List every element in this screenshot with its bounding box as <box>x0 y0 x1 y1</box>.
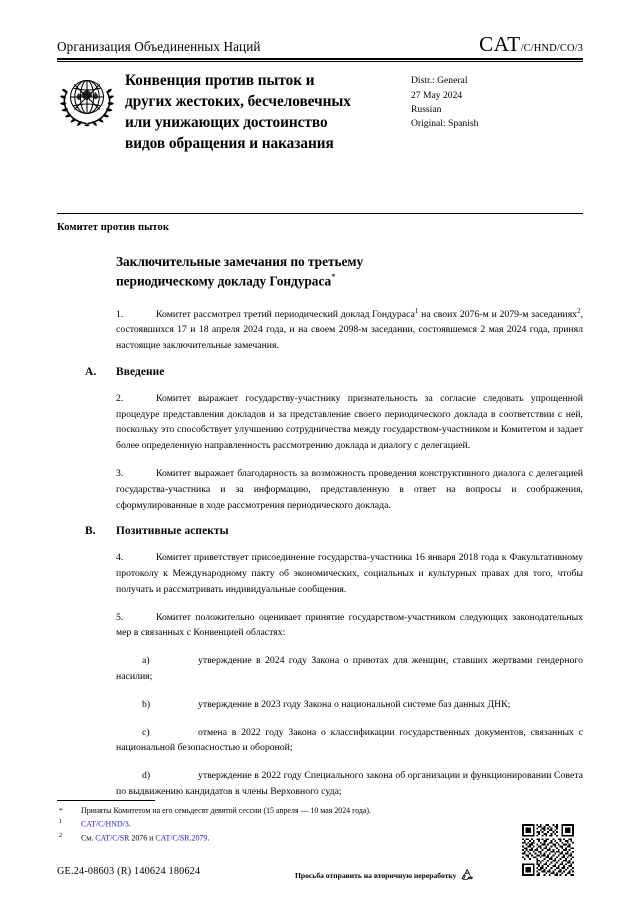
paragraph-number: 4. <box>116 552 124 564</box>
footnote-2 <box>57 831 527 845</box>
convention-title-line-4: видов обращения и наказания <box>125 134 334 152</box>
footnote-marker: 1 <box>59 818 63 826</box>
convention-title-line-1: Конвенция против пыток и <box>125 72 315 90</box>
paragraph-4 <box>116 550 583 597</box>
sub-item-letter: b) <box>142 698 151 710</box>
footnote-link-cat-c-sr-2076[interactable]: CAT/C/SR <box>95 833 130 843</box>
convention-title-line-2: других жестоких, бесчеловечных <box>125 93 351 111</box>
footnote-ref-1: 1 <box>414 306 419 315</box>
qr-code-image <box>522 824 574 876</box>
paragraph-text: Комитет положительно оценивает принятие государством-участником следующих законодательных мер в связанных с Конвенцией областях: <box>116 611 583 639</box>
organization-name: Организация Объединенных Наций <box>57 39 261 55</box>
paragraph-3 <box>116 466 583 513</box>
qr-code <box>522 824 574 881</box>
sub-item-text: утверждение в 2023 году Закона о национальной системе баз данных ДНК; <box>198 698 511 710</box>
footnote-marker: 2 <box>59 832 63 840</box>
convention-title <box>123 71 405 154</box>
masthead <box>57 34 583 155</box>
paragraph-text: Комитет выражает государству-участнику признательность за согласие следовать упрощенной процедуре представления докладов и за представление своего периодического доклада в соответствии с ней, поскольку это способствует улучшению сотрудничества между государством-участником и Комитетом и задает более определенную направленность рассмотрению доклада и диалогу с делегацией. <box>116 392 583 452</box>
footnote-marker: * <box>59 806 63 815</box>
sub-item-text: отмена в 2022 году Закона о классификации государственных документов, связанных с национальной безопасностью и обороной; <box>116 726 583 754</box>
committee-name: Комитет против пыток <box>57 222 170 233</box>
footnote-text: Приняты Комитетом на его семьдесят девятой сессии (15 апреля — 10 мая 2024 года). <box>81 806 371 815</box>
footnote-text: . <box>128 819 131 829</box>
paragraph-1 <box>116 307 583 354</box>
paragraph-text-b: на своих 2076-м и 2079-м заседаниях <box>418 308 578 320</box>
paragraph-5 <box>116 610 583 642</box>
masthead-top-row <box>57 34 583 57</box>
sub-item-letter: c) <box>142 726 150 738</box>
section-heading-a <box>85 366 583 378</box>
page-title-footnote-marker: * <box>331 272 336 283</box>
paragraph-number: 5. <box>116 611 124 623</box>
paragraph-text: Комитет приветствует присоединение государства-участника 16 января 2018 года к Факультативному протоколу к Международному пакту об экономических, социальных и культурных правах для того, чтобы получать и рассматривать индивидуальные сообщения. <box>116 552 583 595</box>
paragraph-number: 2. <box>116 392 124 404</box>
sub-item-text: утверждение в 2022 году Специального закона об организации и функционировании Совета по выдвижению кандидатов в члены Верховного суда; <box>116 770 583 797</box>
sub-item-d <box>116 768 583 800</box>
masthead-rule-thick <box>57 58 583 60</box>
masthead-bottom-rule <box>57 213 583 214</box>
section-title-a: Введение <box>116 365 165 378</box>
recycle-text: Просьба отправить на вторичную переработку <box>295 870 457 880</box>
masthead-body <box>57 71 583 154</box>
sub-item-letter: d) <box>142 770 151 782</box>
footnote-link-cat-c-sr-2079[interactable]: CAT/C/SR.2079 <box>155 833 208 843</box>
distribution-original: Original: Spanish <box>411 117 479 129</box>
footnote-ref-2: 2 <box>577 306 581 315</box>
page-title-line-1: Заключительные замечания по третьему <box>116 254 364 269</box>
sub-item-letter: a) <box>142 655 150 667</box>
page-title-line-2: периодическому докладу Гондураса <box>116 273 332 289</box>
document-symbol <box>479 34 583 55</box>
document-body <box>85 252 583 812</box>
section-letter-a: A. <box>85 365 97 378</box>
document-symbol-suffix: /C/HND/CO/3 <box>520 43 583 54</box>
footnote-mid-text: 2076 и <box>129 833 156 843</box>
footnotes <box>57 800 527 845</box>
section-title-b: Позитивные аспекты <box>116 525 229 538</box>
distribution-language: Russian <box>411 103 442 115</box>
recycle-notice <box>295 868 475 882</box>
paragraph-text: Комитет выражает благодарность за возможность проведения конструктивного диалога с делегацией государства-участника и за информацию, представленную в ответ на вопросы и соображения, сформулированные в ходе рассмотрения периодического доклада. <box>116 468 583 511</box>
footnote-separator <box>57 800 155 801</box>
footnote-1 <box>57 817 527 831</box>
footnote-text: . <box>207 833 210 843</box>
paragraph-text-a: Комитет рассмотрел третий периодический доклад Гондураса <box>156 308 415 320</box>
section-letter-b: B. <box>85 525 96 538</box>
sub-item-a <box>116 653 583 685</box>
distribution-block <box>405 71 583 131</box>
section-heading-b <box>85 525 583 537</box>
footnote-star <box>57 805 527 817</box>
footnote-prefix: См. <box>81 833 96 843</box>
distribution-date: 27 May 2024 <box>411 89 463 101</box>
paragraph-number: 3. <box>116 468 124 479</box>
masthead-rule-thin <box>57 61 583 62</box>
footnote-link-cat-c-hnd-3[interactable]: CAT/C/HND/3 <box>81 819 129 829</box>
distribution-type: Distr.: General <box>411 75 468 87</box>
paragraph-number: 1. <box>116 308 124 320</box>
sub-item-text: утверждение в 2024 году Закона о приютах для женщин, ставших жертвами гендерного насилия; <box>116 655 583 683</box>
document-symbol-main: CAT <box>479 32 521 56</box>
recycle-icon <box>459 868 475 882</box>
convention-title-line-3: или унижающих достоинство <box>125 113 328 131</box>
job-number: GE.24-08603 (R) 140624 180624 <box>57 866 201 877</box>
sub-item-b <box>116 697 583 713</box>
un-emblem-icon <box>57 73 117 129</box>
page-title <box>116 252 583 291</box>
paragraph-text-c: , состоявшихся 17 и 18 апреля 2024 года, и на своем 2098-м заседании, состоявшемся 2 мая 2024 года, принял настоящие заключительные замечания. <box>116 308 583 352</box>
sub-item-c <box>116 725 583 757</box>
paragraph-2 <box>116 391 583 454</box>
un-emblem <box>57 71 123 134</box>
